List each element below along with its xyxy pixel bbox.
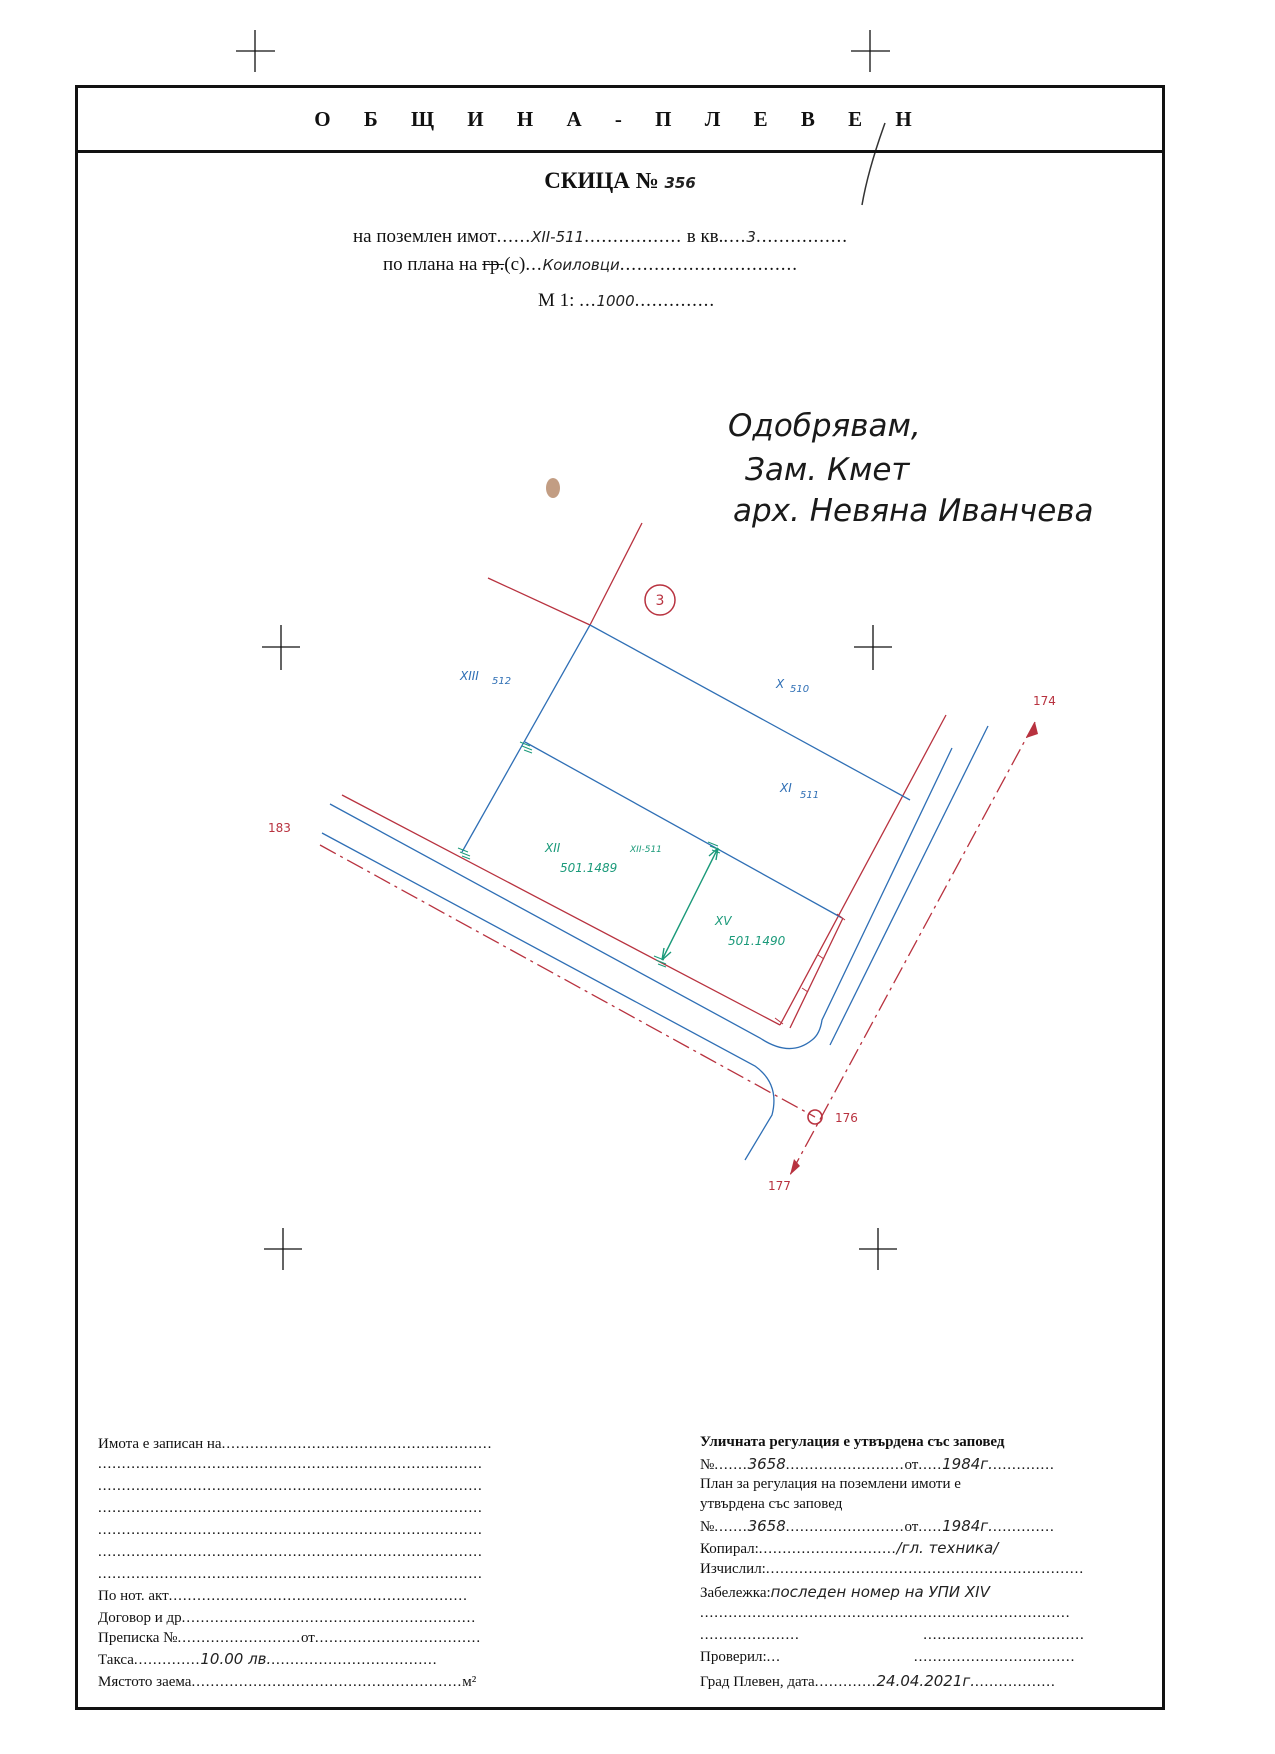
parcel-xv-label: XV	[715, 914, 732, 928]
checked-line: Проверил:... ..................................	[700, 1649, 1076, 1665]
plan-label-b: (с)	[504, 254, 526, 275]
municipality-header	[78, 88, 1162, 153]
plan-value: Коиловци	[542, 256, 620, 274]
point-177-label: 177	[768, 1179, 791, 1193]
parcel-xii-small: XII-511	[630, 845, 662, 855]
order2-from: от	[904, 1519, 919, 1535]
notary-label: По нот. акт	[98, 1588, 169, 1604]
approval-line-3: арх. Невяна Иванчева	[733, 493, 1094, 529]
sketch-number: 356	[664, 174, 696, 192]
note-line	[700, 1583, 990, 1602]
order2-line: №.......3658.........................от.....1984г..............	[700, 1517, 1055, 1535]
sketch-title	[78, 168, 1162, 194]
note-value: последен номер на УПИ XIV	[770, 1583, 990, 1601]
transcript-label: Преписка №	[98, 1630, 178, 1646]
point-174-label: 174	[1033, 694, 1056, 708]
parcel-xi-number: 511	[800, 790, 820, 801]
calculated-label: Изчислил:	[700, 1561, 766, 1577]
order2-date: 1984г.	[942, 1517, 993, 1535]
contract-line: Договор и др..............................................................	[98, 1610, 477, 1626]
order1-no: 3658	[747, 1455, 786, 1473]
sketch-title-prefix: СКИЦА №	[544, 168, 659, 193]
place-line: Мястото заема.........................................................м²	[98, 1674, 477, 1690]
municipality-title: О Б Щ И Н А - П Л Е В Е Н	[314, 106, 926, 131]
point-176-label: 176	[835, 1111, 858, 1125]
fee-value: 10.00 лв.	[200, 1650, 272, 1668]
order2-no-label: №	[700, 1519, 715, 1535]
fee-label: Такса	[98, 1652, 134, 1668]
place-unit: м²	[462, 1674, 477, 1690]
parcel-x-label: X	[776, 677, 785, 691]
property-value: XII-511	[531, 228, 585, 246]
plan-label-a: по плана на	[383, 254, 478, 275]
order1-line: №.......3658.........................от.....1984г..............	[700, 1455, 1055, 1473]
owner-line: Имота е записан на.........................................................	[98, 1436, 493, 1452]
city-date-label: Град Плевен, дата	[700, 1674, 815, 1690]
owner-blank-line: .................................................................................	[98, 1456, 483, 1472]
checked-label: Проверил:	[700, 1649, 767, 1665]
date-value: 24.04.2021г.	[876, 1672, 976, 1690]
order1-from: от	[904, 1457, 919, 1473]
calculated-line: Изчислил:...................................................................	[700, 1561, 1085, 1577]
owner-blank-line: .................................................................................	[98, 1566, 483, 1582]
plan-reg-line-1: План за регулация на поземлени имоти е	[700, 1476, 961, 1492]
order1-date: 1984г.	[942, 1455, 993, 1473]
plan-reg-line-2: утвърдена със заповед	[700, 1496, 843, 1512]
approval-line-1: Одобрявам,	[728, 408, 921, 444]
transcript-from: от	[300, 1630, 315, 1646]
block-number: 3	[655, 593, 665, 609]
note-label: Забележка:	[700, 1585, 771, 1601]
fee-line: Такса..............10.00 лв....................................	[98, 1650, 438, 1668]
copied-label: Копирал:	[700, 1541, 759, 1557]
parcel-xii-number: 501.1489	[560, 861, 618, 875]
parcel-xiii-label: XIII	[460, 669, 479, 683]
scale-value: 1000	[596, 292, 635, 310]
owner-blank-line: .................................................................................	[98, 1522, 483, 1538]
parcel-xiii-number: 512	[492, 676, 512, 687]
point-183-label: 183	[268, 821, 291, 835]
owner-blank-line: .................................................................................	[98, 1544, 483, 1560]
street-reg-title: Уличната регулация е утвърдена със заповед	[700, 1434, 1005, 1450]
parcel-xv-number: 501.1490	[728, 934, 786, 948]
owner-blank-line: .................................................................................	[98, 1478, 483, 1494]
parcel-x-number: 510	[790, 684, 810, 695]
parcel-xii-label: XII	[545, 841, 561, 855]
copied-line: Копирал:............................./гл. техника/	[700, 1539, 999, 1557]
city-date-line: Град Плевен, дата.............24.04.2021г..................	[700, 1672, 1056, 1690]
order1-no-label: №	[700, 1457, 715, 1473]
property-label: на поземлен имот	[353, 226, 497, 247]
owner-label: Имота е записан на	[98, 1436, 222, 1452]
notary-line: По нот. акт...............................................................	[98, 1588, 468, 1604]
property-line: на поземлен имот......XII-511................. в кв.....3................	[353, 226, 848, 247]
note-blank-line: ..................... ..................................	[700, 1627, 1085, 1643]
scale-label: М 1:	[538, 290, 575, 311]
plan-line: по плана на гр.(с)...Коиловци...............................	[383, 254, 798, 275]
order2-no: 3658	[747, 1517, 786, 1535]
plan-label-struck: гр.	[482, 254, 505, 275]
note-blank-line: ..............................................................................	[700, 1605, 1071, 1621]
block-value: 3	[746, 228, 756, 246]
parcel-xi-label: XI	[780, 781, 792, 795]
scale-line: М 1: ...1000..............	[538, 290, 716, 311]
crosshair-mark	[236, 30, 275, 72]
crosshair-mark	[851, 30, 890, 72]
block-label: в кв.	[686, 226, 724, 247]
owner-blank-line: .................................................................................	[98, 1500, 483, 1516]
place-label: Мястото заема	[98, 1674, 192, 1690]
transcript-line: Преписка №..........................от...................................	[98, 1630, 482, 1646]
copied-value: /гл. техника/	[896, 1539, 999, 1557]
contract-label: Договор и др	[98, 1610, 182, 1626]
approval-line-2: Зам. Кмет	[745, 452, 910, 488]
